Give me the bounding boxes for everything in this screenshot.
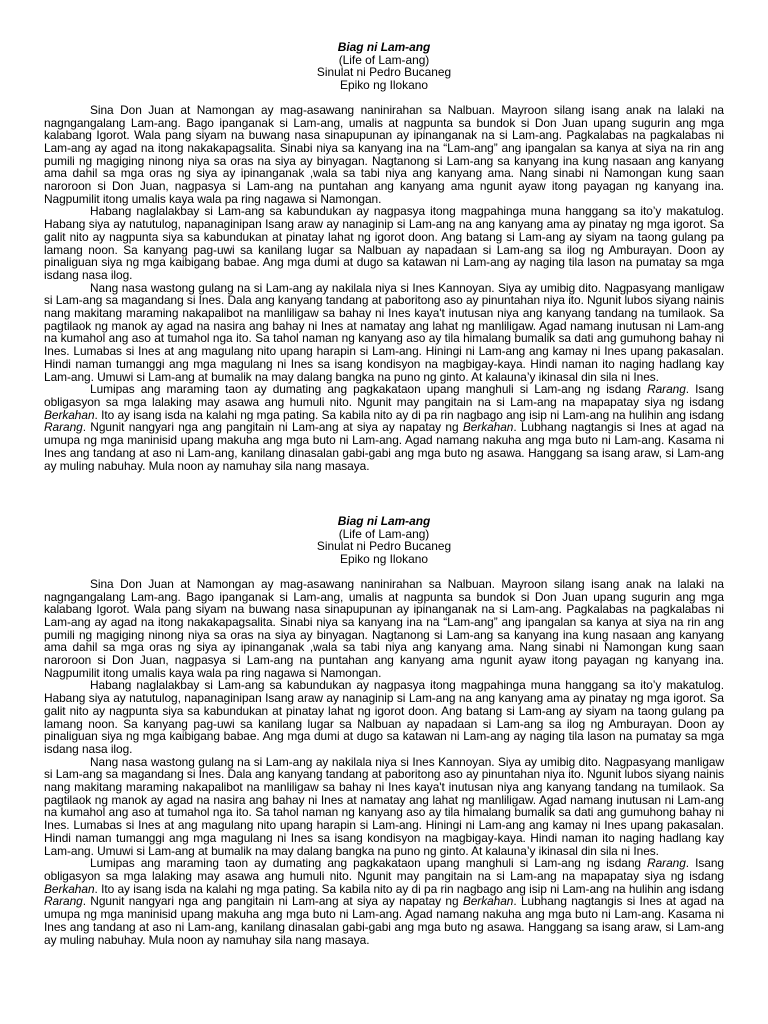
story-paragraph — [44, 383, 724, 472]
italic-term: Berkahan — [44, 881, 95, 896]
story-copy-1 — [44, 41, 724, 472]
paragraph-text: Habang naglalakbay si Lam-ang sa kabundukan ay nagpasya itong magpahinga muna hanggang sa ito’y makatulog. Habang siya ay natutulog, napanaginipan Isang araw ay nanaginip si Lam-ang na ang kanyang ama ay pinatay ng mga igorot. Sa galit nito ay nagpunta siya sa kabundukan at pinatay lahat ng igorot doon. Ang batang si Lam-ang ay siyam na taong gulang pa lamang noon. Sa kanyang pag-uwi sa kanilang lugar sa Nalbuan ay napadaan si Lam-ang sa ilog ng Amburayan. Doon ay pinaliguan siya ng mga kaibigang babae. Ang mga dumi at dugo sa katawan ni Lam-ang ay naging tila lason na pumatay sa mga isdang nasa ilog. — [44, 204, 724, 282]
genre-line: Epiko ng Ilokano — [340, 552, 428, 567]
story-paragraph — [44, 756, 724, 858]
italic-term: Berkahan — [462, 420, 514, 435]
paragraph-text: . Lubhang nagtangis si Ines at agad na umupa ng mga maninisid upang makuha ang mga buto ni Lam-ang. Agad namang nakuha ang mga buto ni Lam-ang. Kasama ni Ines ang tandang at aso ni Lam-ang, kanilang dinasalan gabi-gabi ang mga buto ng asawa. Hanggang sa isang araw, si Lam-ang ay muling nabuhay. Mula noon ay namuhay sila nang masaya. — [44, 894, 725, 947]
story-heading — [44, 515, 724, 566]
story-copy-2 — [44, 515, 724, 946]
italic-term: Rarang — [44, 894, 83, 909]
author-line: Sinulat ni Pedro Bucaneg — [316, 539, 452, 554]
italic-term: Berkahan — [462, 894, 514, 909]
paragraph-text: . Ito ay isang isda na kalahi ng mga pating. Sa kabila nito ay di pa rin nagbago ang isip ni Lam-ang na hulihin ang isdang — [94, 881, 724, 896]
story-heading — [44, 41, 724, 92]
story-body — [44, 578, 724, 946]
story-paragraph — [44, 205, 724, 281]
italic-term: Berkahan — [44, 407, 95, 422]
paragraph-text: Nang nasa wastong gulang na si Lam-ang ay nakilala niya si Ines Kannoyan. Siya ay umibig dito. Nagpasyang manligaw si Lam-ang sa magandang si Ines. Dala ang kanyang tandang at paboritong aso ay pinuntahan niya ito. Ngunit lubos siyang nainis nang makitang maraming nakapalibot na manliligaw sa bahay ni Ines kaya't inutusan niya ang kanyang tandang na tumilaok. Sa pagtilaok ng manok ay agad na nasira ang bahay ni Ines at namatay ang lahat ng manliligaw. Agad namang inutusan ni Lam-ang na kumahol ang aso at tumahol nga ito. Sa tahol naman ng kanyang aso ay tila himalang bumalik sa dati ang gumuhong bahay ni Ines. Lumabas si Ines at ang magulang nito upang harapin si Lam-ang. Hiningi ni Lam-ang ang kamay ni Ines upang pakasalan. Hindi naman tumanggi ang mga magulang ni Ines sa isang kondisyon na magbigay-kaya. Hindi naman ito naging hadlang kay Lam-ang. Umuwi si Lam-ang at bumalik na may dalang bangka na puno ng ginto. At kalauna’y ikinasal din sila ni Ines. — [44, 754, 724, 858]
paragraph-text: . Lubhang nagtangis si Ines at agad na umupa ng mga maninisid upang makuha ang mga buto ni Lam-ang. Agad namang nakuha ang mga buto ni Lam-ang. Kasama ni Ines ang tandang at aso ni Lam-ang, kanilang dinasalan gabi-gabi ang mga buto ng asawa. Hanggang sa isang araw, si Lam-ang ay muling nabuhay. Mula noon ay namuhay sila nang masaya. — [44, 420, 725, 473]
story-title: Biag ni Lam-ang — [337, 40, 431, 54]
story-subtitle: (Life of Lam-ang) — [338, 52, 430, 67]
paragraph-text: Lumipas ang maraming taon ay dumating ang pagkakataon upang manghuli si Lam-ang ng isdang — [90, 856, 648, 871]
story-subtitle: (Life of Lam-ang) — [338, 526, 430, 541]
paragraph-text: Sina Don Juan at Namongan ay mag-asawang naninirahan sa Nalbuan. Mayroon silang isang anak na lalaki na nagngangalang Lam-ang. Bago ipanganak si Lam-ang, umalis at nagpunta sa bundok si Don Juan upang sugurin ang mga kalabang Igorot. Wala pang siyam na buwang nasa sinapupunan ay ipinanganak na si Lam-ang. Pagkalabas na pagkalabas ni Lam-ang ay agad na itong nakakapagsalita. Sinabi niya sa kanyang ina na “Lam-ang” ang ipangalan sa kanya at siya na rin ang pumili ng magiging ninong niya sa oras na siya ay binyagan. Nagtanong si Lam-ang sa kanyang ina kung nasaan ang kanyang ama dahil sa mga oras ng siya ay ipinanganak ,wala sa tabi niya ang kanyang ama. Nang sinabi ni Namongan kung saan naroroon si Don Juan, nagpasya si Lam-ang na puntahan ang kanyang ama ngunit ayaw itong payagan ng kanyang ina. Nagpumilit itong umalis kaya wala pa ring nagawa si Namongan. — [44, 576, 724, 680]
paragraph-text: Nang nasa wastong gulang na si Lam-ang ay nakilala niya si Ines Kannoyan. Siya ay umibig dito. Nagpasyang manligaw si Lam-ang sa magandang si Ines. Dala ang kanyang tandang at paboritong aso ay pinuntahan niya ito. Ngunit lubos siyang nainis nang makitang maraming nakapalibot na manliligaw sa bahay ni Ines kaya't inutusan niya ang kanyang tandang na tumilaok. Sa pagtilaok ng manok ay agad na nasira ang bahay ni Ines at namatay ang lahat ng manliligaw. Agad namang inutusan ni Lam-ang na kumahol ang aso at tumahol nga ito. Sa tahol naman ng kanyang aso ay tila himalang bumalik sa dati ang gumuhong bahay ni Ines. Lumabas si Ines at ang magulang nito upang harapin si Lam-ang. Hiningi ni Lam-ang ang kamay ni Ines upang pakasalan. Hindi naman tumanggi ang mga magulang ni Ines sa isang kondisyon na magbigay-kaya. Hindi naman ito naging hadlang kay Lam-ang. Umuwi si Lam-ang at bumalik na may dalang bangka na puno ng ginto. At kalauna’y ikinasal din sila ni Ines. — [44, 280, 724, 384]
story-paragraph — [44, 104, 724, 206]
paragraph-text: Lumipas ang maraming taon ay dumating ang pagkakataon upang manghuli si Lam-ang ng isdang — [90, 382, 648, 397]
paragraph-text: Habang naglalakbay si Lam-ang sa kabundukan ay nagpasya itong magpahinga muna hanggang sa ito’y makatulog. Habang siya ay natutulog, napanaginipan Isang araw ay nanaginip si Lam-ang na ang kanyang ama ay pinatay ng mga igorot. Sa galit nito ay nagpunta siya sa kabundukan at pinatay lahat ng igorot doon. Ang batang si Lam-ang ay siyam na taong gulang pa lamang noon. Sa kanyang pag-uwi sa kanilang lugar sa Nalbuan ay napadaan si Lam-ang sa ilog ng Amburayan. Doon ay pinaliguan siya ng mga kaibigang babae. Ang mga dumi at dugo sa katawan ni Lam-ang ay naging tila lason na pumatay sa mga isdang nasa ilog. — [44, 678, 724, 756]
story-paragraph — [44, 857, 724, 946]
story-body — [44, 104, 724, 472]
italic-term: Rarang — [647, 382, 686, 397]
paragraph-text: . Ngunit nangyari nga ang pangitain ni Lam-ang at siya ay napatay ng — [82, 894, 463, 909]
author-line: Sinulat ni Pedro Bucaneg — [316, 65, 452, 80]
paragraph-text: Sina Don Juan at Namongan ay mag-asawang naninirahan sa Nalbuan. Mayroon silang isang anak na lalaki na nagngangalang Lam-ang. Bago ipanganak si Lam-ang, umalis at nagpunta sa bundok si Don Juan upang sugurin ang mga kalabang Igorot. Wala pang siyam na buwang nasa sinapupunan ay ipinanganak na si Lam-ang. Pagkalabas na pagkalabas ni Lam-ang ay agad na itong nakakapagsalita. Sinabi niya sa kanyang ina na “Lam-ang” ang ipangalan sa kanya at siya na rin ang pumili ng magiging ninong niya sa oras na siya ay binyagan. Nagtanong si Lam-ang sa kanyang ina kung nasaan ang kanyang ama dahil sa mga oras ng siya ay ipinanganak ,wala sa tabi niya ang kanyang ama. Nang sinabi ni Namongan kung saan naroroon si Don Juan, nagpasya si Lam-ang na puntahan ang kanyang ama ngunit ayaw itong payagan ng kanyang ina. Nagpumilit itong umalis kaya wala pa ring nagawa si Namongan. — [44, 102, 724, 206]
paragraph-text: . Isang obligasyon sa mga lalaking may asawa ang humuli nito. Ngunit may pangitain na si Lam-ang na mapapatay siya ng isdang — [44, 856, 724, 883]
italic-term: Rarang — [647, 856, 686, 871]
story-paragraph — [44, 578, 724, 680]
paragraph-text: . Ito ay isang isda na kalahi ng mga pating. Sa kabila nito ay di pa rin nagbago ang isip ni Lam-ang na hulihin ang isdang — [94, 407, 724, 422]
story-title: Biag ni Lam-ang — [337, 514, 431, 528]
story-paragraph — [44, 679, 724, 755]
story-paragraph — [44, 282, 724, 384]
paragraph-text: . Isang obligasyon sa mga lalaking may asawa ang humuli nito. Ngunit may pangitain na si Lam-ang na mapapatay siya ng isdang — [44, 382, 724, 409]
paragraph-text: . Ngunit nangyari nga ang pangitain ni Lam-ang at siya ay napatay ng — [82, 420, 463, 435]
italic-term: Rarang — [44, 420, 83, 435]
genre-line: Epiko ng Ilokano — [340, 78, 428, 93]
